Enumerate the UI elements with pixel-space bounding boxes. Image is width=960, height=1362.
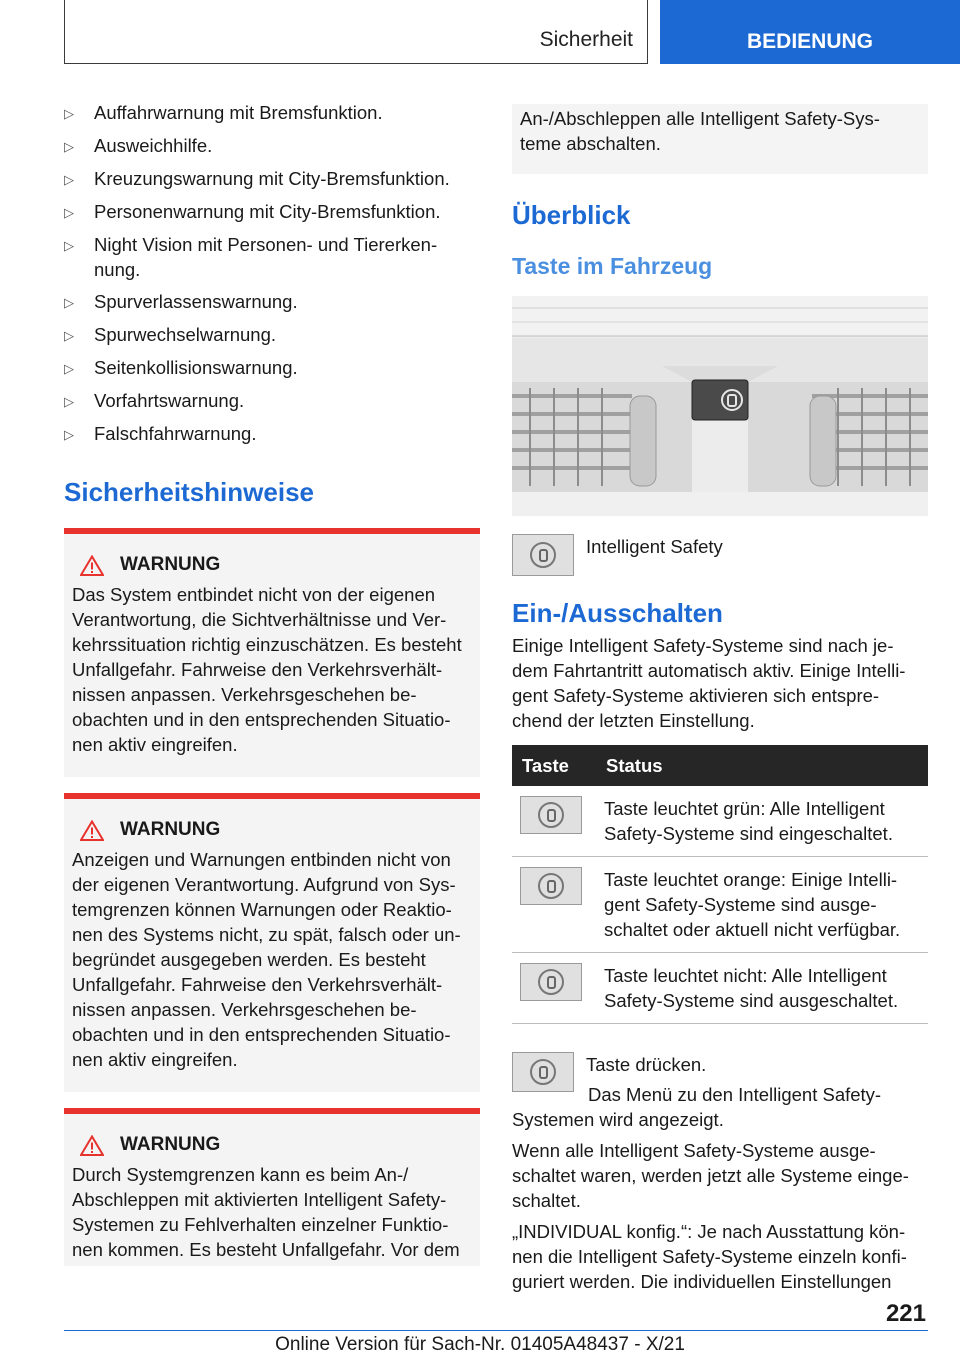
triangle-bullet-icon: ▷ [64,394,74,409]
warning-text: Anzeigen und Warnungen entbinden nicht von der eigenen Verantwortung. Aufgrund von Sys-temgrenzen können Warnungen oder Reaktio-nen des Systems nicht, zu spät, falsch oder un-begründet ausgegeben werden. Es besteht Unfallgefahr. Fahrweise den Verkehrsverhält-nissen anpassen. Verkehrsgeschehen be-obachten und in den entsprechenden Situatio-nen aktiv eingreifen. [72,849,461,1070]
column-header-status: Status [596,745,928,786]
footer-online-version: Online Version für Sach-Nr. 01405A48437 - X/21 [275,1334,685,1355]
list-item: ▷ Ausweichhilfe. [64,133,480,159]
bullet-list [64,100,480,447]
warning-box [64,1108,480,1266]
press-button-text: Taste drücken. [586,1054,707,1075]
status-text: Taste leuchtet nicht: Alle Intelligent Safety-Systeme sind ausgeschaltet. [596,953,928,1024]
triangle-bullet-icon: ▷ [64,328,74,343]
on-off-intro: Einige Intelligent Safety-Systeme sind nach je-dem Fahrtantritt automatisch aktiv. Einige Intelli-gent Safety-Systeme aktivieren sich entspre-chend der letzten Einstellung. [512,635,906,731]
triangle-bullet-icon: ▷ [64,361,74,376]
vehicle-button-photo [512,296,928,516]
list-item: ▷ Falschfahrwarnung. [64,421,480,447]
section-title: Sicherheit [539,28,633,51]
list-item: ▷ Spurwechselwarnung. [64,322,480,348]
chapter-tab[interactable]: BEDIENUNG [660,0,960,64]
warning-text: Durch Systemgrenzen kann es beim An-/ Abschleppen mit aktivierten Intelligent Safety-Systemen zu Fehlverhalten einzelner Funktio-nen kommen. Es besteht Unfallgefahr. Vor dem [72,1164,460,1260]
all-off-paragraph: Wenn alle Intelligent Safety-Systeme ausge-schaltet waren, werden jetzt alle Systeme einge-schaltet. [512,1140,909,1211]
list-item: ▷ Night Vision mit Personen- und Tiererken-nung. [64,234,438,280]
warning-box [64,793,480,1092]
button-green-icon [520,796,582,834]
on-off-heading: Ein-/Ausschalten [512,598,723,628]
page-number: 221 [885,1300,926,1327]
warning-title: WARNUNG [120,819,221,840]
status-text: Taste leuchtet orange: Einige Intelli-gent Safety-Systeme sind ausge-schaltet oder aktuell nicht verfügbar. [596,857,928,953]
list-item: ▷ Spurverlassenswarnung. [64,289,480,315]
warning-triangle-icon [80,820,104,841]
table-row [512,857,928,953]
list-item: ▷ Auffahrwarnung mit Bremsfunktion. [64,100,480,126]
button-orange-icon [520,867,582,905]
warning-header [72,1134,472,1156]
warning-triangle-icon [80,555,104,576]
button-off-icon [520,963,582,1001]
triangle-bullet-icon: ▷ [64,172,74,187]
warning-text: Das System entbindet nicht von der eigenen Verantwortung, die Sichtverhältnisse und Ver-kehrssituation richtig einzuschätzen. Es besteht Unfallgefahr. Fahrweise den Verkehrsverhält-nissen anpassen. Verkehrsgeschehen be-obachten und in den entsprechenden Situatio-nen aktiv eingreifen. [72,584,462,755]
individual-config-paragraph: „INDIVIDUAL konfig.“: Je nach Ausstattung kön-nen die Intelligent Safety-Systeme einzeln konfi-guriert werden. Die individuellen Einstellungen [512,1221,907,1292]
left-column [64,100,480,1266]
warning-triangle-icon [80,1135,104,1156]
warning-box [64,528,480,777]
footer-divider [64,1330,928,1331]
table-row [512,786,928,857]
triangle-bullet-icon: ▷ [64,238,74,253]
right-column [512,104,928,1294]
triangle-bullet-icon: ▷ [64,106,74,121]
header-box [64,0,648,64]
overview-heading: Überblick [512,200,631,230]
warning-title: WARNUNG [120,554,221,575]
list-item: ▷ Vorfahrtswarnung. [64,388,480,414]
safety-notes-heading: Sicherheitshinweise [64,477,314,507]
menu-shown-text: Das Menü zu den Intelligent Safety-Systemen wird angezeigt. [512,1084,882,1130]
intelligent-safety-button-icon [512,534,574,576]
list-item: ▷ Seitenkollisionswarnung. [64,355,480,381]
press-button-icon [512,1052,574,1092]
warning-title: WARNUNG [120,1134,221,1155]
triangle-bullet-icon: ▷ [64,295,74,310]
list-item: ▷ Kreuzungswarnung mit City-Bremsfunktion. [64,166,480,192]
triangle-bullet-icon: ▷ [64,205,74,220]
status-table [512,745,928,1024]
status-text: Taste leuchtet grün: Alle Intelligent Safety-Systeme sind eingeschaltet. [596,786,928,857]
table-row [512,953,928,1024]
list-item: ▷ Personenwarnung mit City-Bremsfunktion. [64,199,480,225]
warning-header [72,819,472,841]
dashboard-illustration [512,296,928,516]
triangle-bullet-icon: ▷ [64,427,74,442]
column-header-button: Taste [512,745,596,786]
triangle-bullet-icon: ▷ [64,139,74,154]
button-in-vehicle-heading: Taste im Fahrzeug [512,253,713,279]
warning-header [72,554,472,576]
button-legend [512,534,928,576]
warning-continued: An-/Abschleppen alle Intelligent Safety-Sys-teme abschalten. [512,104,928,174]
button-caption: Intelligent Safety [586,536,723,557]
